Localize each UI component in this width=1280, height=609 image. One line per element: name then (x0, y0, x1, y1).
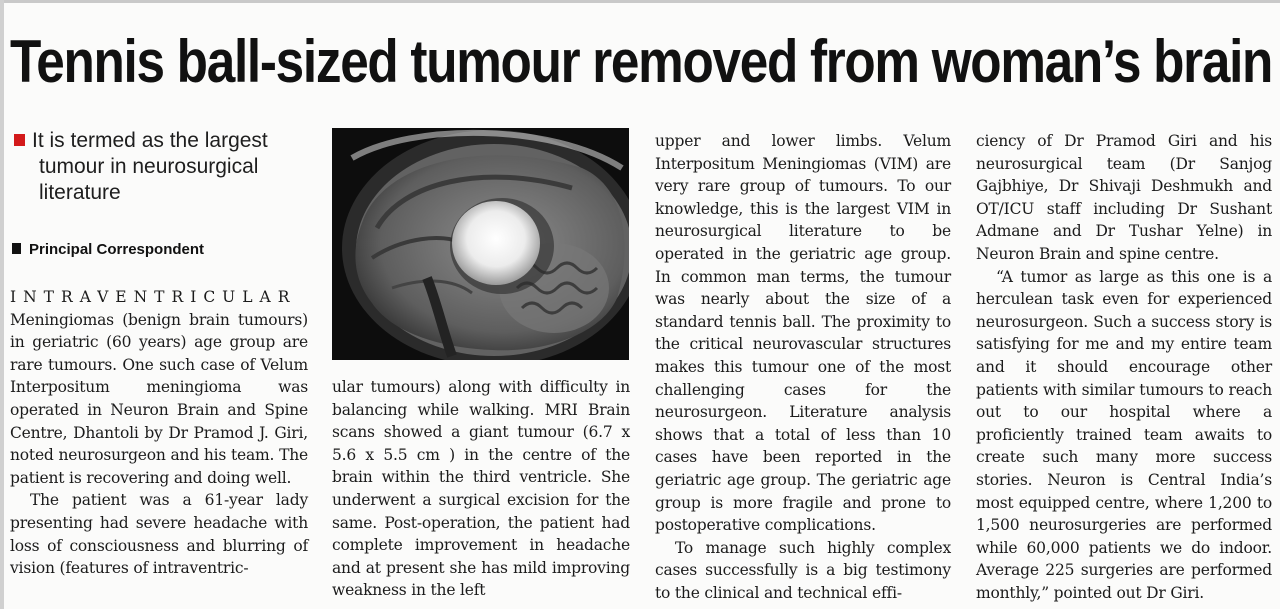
drop-lead-word: INTRAVENTRICULAR (10, 288, 297, 306)
article-column-1 (10, 286, 308, 580)
paragraph: Meningiomas (benign brain tumours) in geriatric (60 years) age group are rare tumours. One such case of Velum Interpositum meningioma was operated in Neuron Brain and Spine Centre, Dhantoli by Dr Pramod J. Giri, noted neurosurgeon and his team. The patient is recovering and doing well. (10, 310, 308, 487)
kicker-line-1: It is termed as the largest (14, 128, 314, 154)
paragraph: The patient was a 61-year lady presenting had severe headache with loss of consciousness and blurring of vision (features of intraventric- (10, 491, 308, 578)
article-column-4 (976, 130, 1272, 604)
article-column-3 (655, 130, 951, 604)
article-column-2 (332, 376, 630, 602)
byline: Principal Correspondent (12, 240, 312, 260)
paragraph: “A tumor as large as this one is a herculean task even for experienced neurosurgeon. Such a success story is satisfying for me and my entire team and it should encourage other patients with similar tumours to reach out to our hospital where a proficiently trained team awaits to create such many more success stories. Neuron is Central India’s most equipped centre, where 1,200 to 1,500 neurosurgeries are performed while 60,000 patients we do indoor. Average 225 surgeries are performed monthly,” pointed out Dr Giri. (976, 267, 1272, 602)
black-square-icon (12, 243, 21, 254)
paragraph: ular tumours) along with difficulty in balancing while walking. MRI Brain scans showed a giant tumour (6.7 x 5.6 x 5.5 cm ) in the centre of the brain within the third ventricle. She underwent a surgical excision for the same. Post-operation, the patient had complete improvement in headache and at present she has mild improving weakness in the left (332, 378, 630, 600)
kicker-line-3: literature (39, 181, 121, 204)
kicker (14, 128, 314, 206)
paragraph: upper and lower limbs. Velum Interpositum Meningiomas (VIM) are very rare group of tumours. To our knowledge, this is the largest VIM in neurosurgical literature to be operated in the geriatric age group. In common man terms, the tumour was nearly about the size of a standard tennis ball. The proximity to the critical neurovascular structures makes this tumour one of the most challenging cases for the neurosurgeon. Literature analysis shows that a total of less than 10 cases have been reported in the geriatric age group. The geriatric age group is more fragile and prone to postoperative complications. (655, 132, 951, 535)
paragraph: ciency of Dr Pramod Giri and his neurosurgical team (Dr Sanjog Gajbhiye, Dr Shivaji Deshmukh and OT/ICU staff including Dr Sushant Admane and Dr Tushar Yelne) in Neuron Brain and spine centre. (976, 132, 1272, 263)
paragraph: To manage such highly complex cases successfully is a big testimony to the clinical and technical effi- (655, 538, 951, 602)
red-bullet-icon (14, 134, 25, 146)
top-rule (0, 0, 1280, 3)
left-page-edge (0, 0, 4, 609)
headline: Tennis ball-sized tumour removed from woman’s brain (10, 28, 1273, 95)
mri-scan-image (332, 128, 629, 360)
mri-brain-illustration (332, 128, 629, 360)
kicker-line-2: tumour in neurosurgical (39, 155, 259, 178)
